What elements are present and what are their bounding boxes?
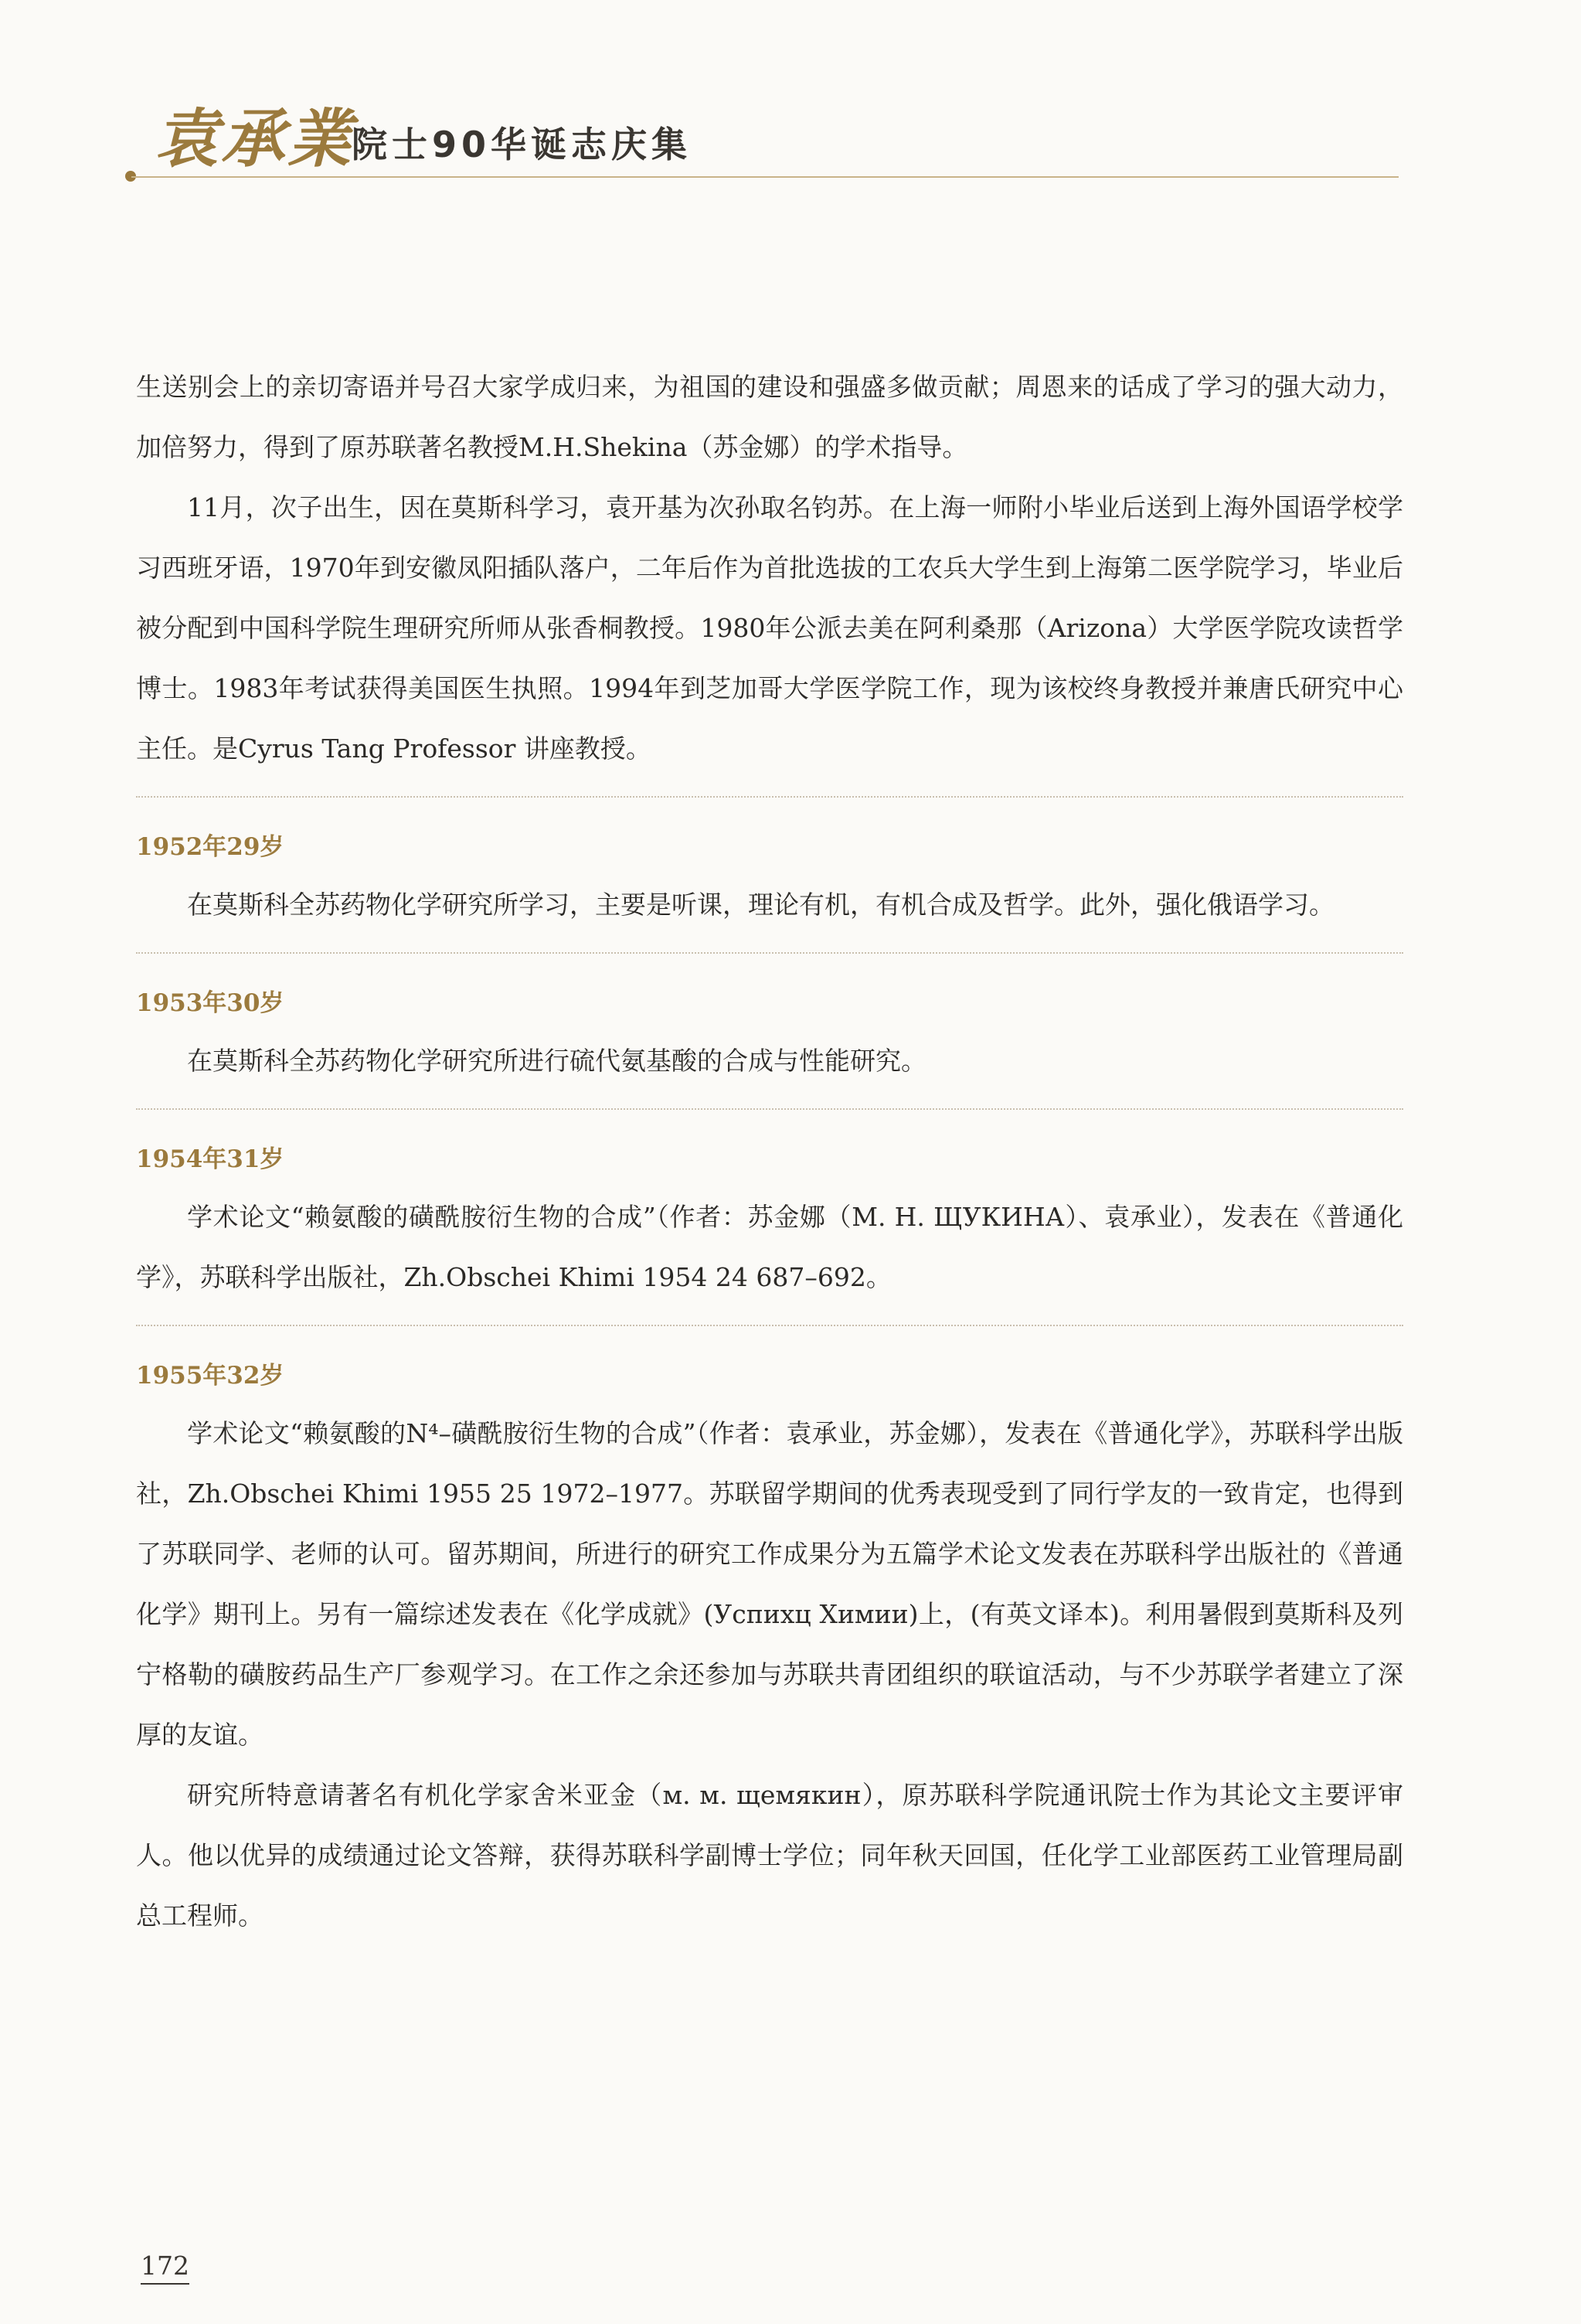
section-divider	[136, 952, 1403, 954]
section-paragraph: 学术论文“赖氨酸的磺酰胺衍生物的合成”（作者：苏金娜（M. H. ЩУКИНА）、袁承业），发表在《普通化学》，苏联科学出版社，Zh.Obschei Khimi 1954 24 687–692。	[136, 1202, 1403, 1292]
header-title: 袁承業	[155, 102, 354, 176]
page-number: 172	[141, 2249, 189, 2285]
year-section-1952	[136, 825, 1403, 935]
section-divider	[136, 796, 1403, 798]
header-rule	[131, 176, 1399, 178]
year-heading: 1953年30岁	[136, 989, 284, 1017]
year-section-1953	[136, 982, 1403, 1091]
section-paragraph: 学术论文“赖氨酸的N⁴–磺酰胺衍生物的合成”（作者：袁承业，苏金娜），发表在《普通化学》，苏联科学出版社，Zh.Obschei Khimi 1955 25 1972–1977。苏联留学期间的优秀表现受到了同行学友的一致肯定，也得到了苏联同学、老师的认可。留苏期间，所进行的研究工作成果分为五篇学术论文发表在苏联科学出版社的《普通化学》期刊上。另有一篇综述发表在《化学成就》(Успихц Химии)上，(有英文译本)。利用暑假到莫斯科及列宁格勒的磺胺药品生产厂参观学习。在工作之余还参加与苏联共青团组织的联谊活动，与不少苏联学者建立了深厚的友谊。	[136, 1418, 1403, 1750]
section-paragraph: 研究所特意请著名有机化学家舍米亚金（м. м. щемякин），原苏联科学院通讯院士作为其论文主要评审人。他以优异的成绩通过论文答辩，获得苏联科学副博士学位；同年秋天回国，任化学工业部医药工业管理局副总工程师。	[136, 1780, 1403, 1931]
section-divider	[136, 1108, 1403, 1110]
section-paragraph: 在莫斯科全苏药物化学研究所学习，主要是听课，理论有机，有机合成及哲学。此外，强化俄语学习。	[187, 890, 1334, 920]
header-subtitle: 院士90华诞志庆集	[352, 124, 692, 165]
intro-paragraph-2: 11月，次子出生，因在莫斯科学习，袁开基为次孙取名钧苏。在上海一师附小毕业后送到上海外国语学校学习西班牙语，1970年到安徽凤阳插队落户，二年后作为首批选拔的工农兵大学生到上海第二医学院学习，毕业后被分配到中国科学院生理研究所师从张香桐教授。1980年公派去美在阿利桑那（Arizona）大学医学院攻读哲学博士。1983年考试获得美国医生执照。1994年到芝加哥大学医学院工作，现为该校终身教授并兼唐氏研究中心主任。是Cyrus Tang Professor 讲座教授。	[136, 492, 1403, 764]
section-paragraph: 在莫斯科全苏药物化学研究所进行硫代氨基酸的合成与性能研究。	[187, 1046, 926, 1076]
running-header	[151, 100, 1402, 185]
year-heading: 1952年29岁	[136, 833, 284, 861]
page-body	[136, 357, 1403, 1946]
intro-paragraph-1: 生送别会上的亲切寄语并号召大家学成归来，为祖国的建设和强盛多做贡献；周恩来的话成了学习的强大动力，加倍努力，得到了原苏联著名教授M.H.Shekina（苏金娜）的学术指导。	[136, 372, 1403, 462]
year-heading: 1955年32岁	[136, 1362, 284, 1390]
year-section-1955	[136, 1354, 1403, 1946]
section-divider	[136, 1325, 1403, 1326]
year-section-1954	[136, 1138, 1403, 1308]
year-heading: 1954年31岁	[136, 1145, 284, 1173]
